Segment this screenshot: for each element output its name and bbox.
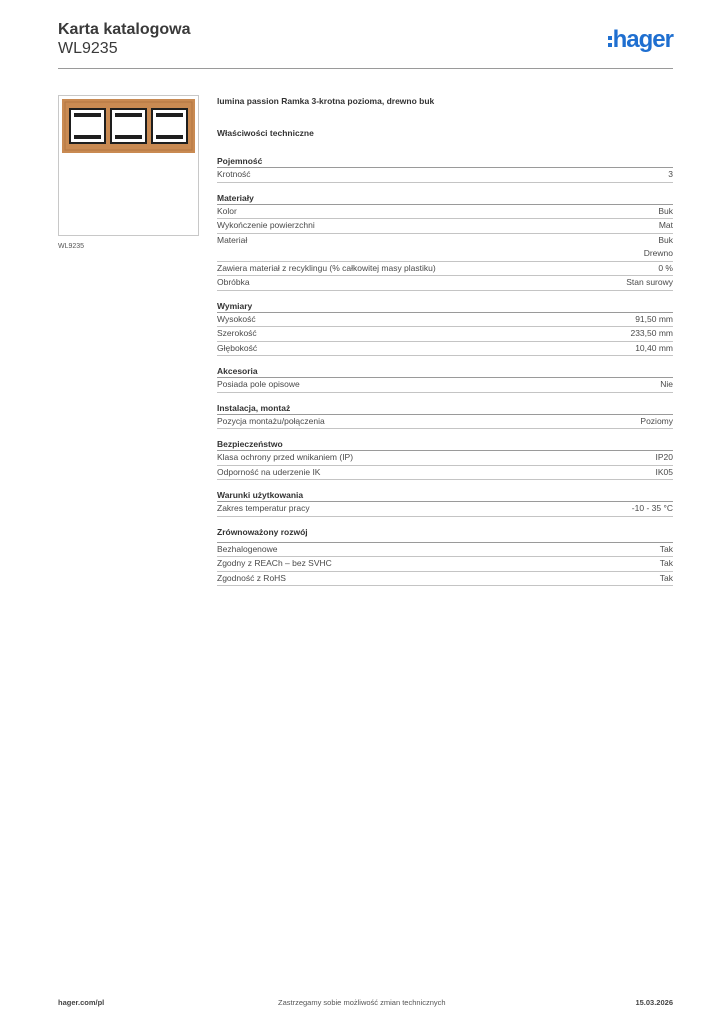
frame-3-gang-icon xyxy=(62,99,195,153)
row-label: Posiada pole opisowe xyxy=(217,379,300,389)
spec-heading: Właściwości techniczne xyxy=(217,128,314,138)
row-value: Tak xyxy=(659,543,673,554)
row-label: Zawiera materiał z recyklingu (% całkowitej masy plastiku) xyxy=(217,262,436,273)
row-value: -10 - 35 °C xyxy=(631,503,673,513)
footer-website-link[interactable]: hager.com/pl xyxy=(58,998,105,1007)
row-label: Odporność na uderzenie IK xyxy=(217,466,321,477)
table-row xyxy=(217,378,673,393)
section-title: Zrównoważony rozwój xyxy=(217,526,673,543)
row-label: Wykończenie powierzchni xyxy=(217,220,315,230)
row-value: IK05 xyxy=(655,466,673,477)
row-label: Pozycja montażu/połączenia xyxy=(217,415,325,426)
table-row xyxy=(217,572,673,587)
table-row xyxy=(217,557,673,572)
table-row xyxy=(217,276,673,291)
product-code: WL9235 xyxy=(58,40,118,57)
row-value: 233,50 mm xyxy=(630,328,673,338)
row-value: IP20 xyxy=(655,452,673,462)
table-row xyxy=(217,168,673,183)
row-label: Zgodny z REACh – bez SVHC xyxy=(217,558,332,568)
row-value: 91,50 mm xyxy=(635,313,673,324)
section-title: Instalacja, montaż xyxy=(217,402,673,415)
row-value: 0 % xyxy=(658,262,673,273)
section-title: Bezpieczeństwo xyxy=(217,438,673,451)
row-value-line: Drewno xyxy=(643,248,673,258)
row-label: Krotność xyxy=(217,169,251,179)
row-value: Stan surowy xyxy=(626,277,673,287)
table-row xyxy=(217,466,673,481)
section-title: Wymiary xyxy=(217,300,673,313)
table-row xyxy=(217,327,673,342)
row-label: Bezhalogenowe xyxy=(217,543,278,554)
row-value: Tak xyxy=(659,558,673,568)
row-value-line: Buk xyxy=(658,234,673,245)
row-label: Szerokość xyxy=(217,328,257,338)
section-materials xyxy=(217,192,673,291)
table-row xyxy=(217,313,673,328)
section-usage-conditions xyxy=(217,489,673,517)
page-header xyxy=(58,20,673,70)
section-title: Warunki użytkowania xyxy=(217,489,673,502)
row-label: Wysokość xyxy=(217,313,256,324)
table-row xyxy=(217,205,673,220)
row-label: Zakres temperatur pracy xyxy=(217,503,310,513)
logo-text: hager xyxy=(612,26,673,53)
spec-content xyxy=(217,96,673,586)
table-row xyxy=(217,451,673,466)
section-safety xyxy=(217,438,673,480)
table-row xyxy=(217,543,673,558)
table-row xyxy=(217,342,673,357)
section-sustainability xyxy=(217,526,673,587)
section-capacity xyxy=(217,155,673,183)
row-label: Obróbka xyxy=(217,277,250,287)
row-value: Buk xyxy=(658,205,673,216)
product-name: lumina passion Ramka 3-krotna pozioma, drewno buk xyxy=(217,96,435,106)
row-label: Głębokość xyxy=(217,342,258,353)
row-value xyxy=(644,234,673,261)
row-value: Poziomy xyxy=(640,415,673,426)
table-row xyxy=(217,502,673,517)
section-accessories xyxy=(217,365,673,393)
row-label: Kolor xyxy=(217,205,237,216)
table-row xyxy=(217,219,673,234)
product-image xyxy=(58,95,199,236)
row-label: Materiał xyxy=(217,234,248,245)
section-title: Materiały xyxy=(217,192,673,205)
image-caption: WL9235 xyxy=(58,243,85,250)
page-title: Karta katalogowa xyxy=(58,21,191,38)
footer-disclaimer: Zastrzegamy sobie możliwość zmian technicznych xyxy=(278,998,446,1007)
table-row xyxy=(217,262,673,277)
row-label: Klasa ochrony przed wnikaniem (IP) xyxy=(217,452,354,462)
row-value: 3 xyxy=(668,169,673,179)
row-value: Tak xyxy=(659,572,673,583)
row-value: Mat xyxy=(658,220,673,230)
footer-date: 15.03.2026 xyxy=(635,998,673,1007)
table-row xyxy=(217,234,673,262)
table-row xyxy=(217,415,673,430)
section-installation xyxy=(217,402,673,430)
row-value: Nie xyxy=(660,379,673,389)
logo-dots-icon xyxy=(608,36,612,47)
row-label: Zgodność z RoHS xyxy=(217,572,286,583)
hager-logo xyxy=(608,28,673,52)
section-dimensions xyxy=(217,300,673,357)
section-title: Pojemność xyxy=(217,155,673,168)
row-value: 10,40 mm xyxy=(635,342,673,353)
header-divider xyxy=(58,68,673,69)
section-title: Akcesoria xyxy=(217,365,673,378)
